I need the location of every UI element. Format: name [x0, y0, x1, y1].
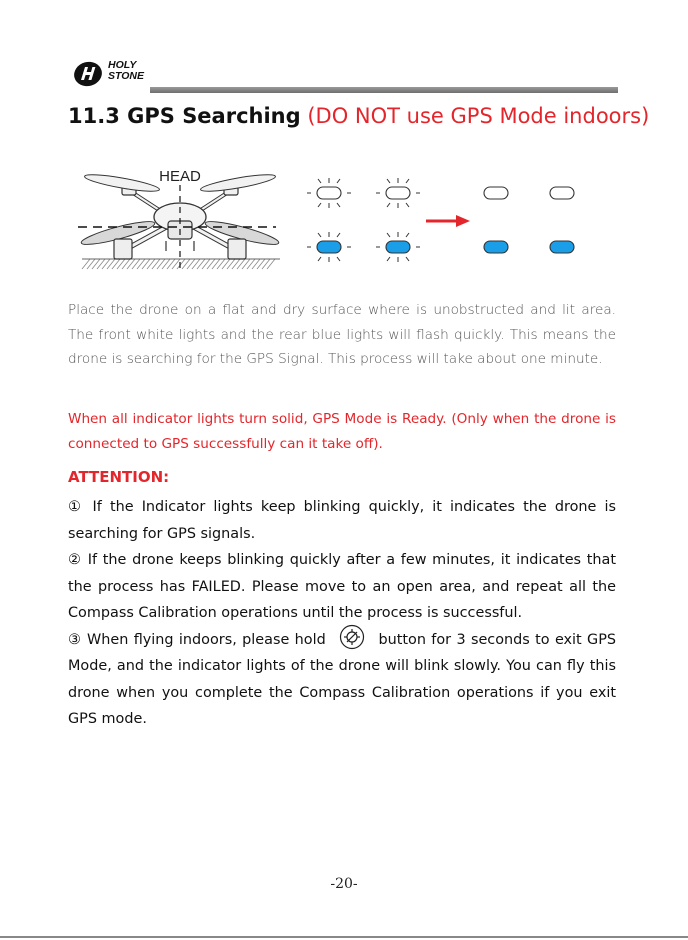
- section-title-main: 11.3 GPS Searching: [68, 104, 301, 128]
- head-label: HEAD: [159, 168, 201, 185]
- flashing-front-light-right: [376, 178, 420, 208]
- section-title: [68, 104, 649, 128]
- flashing-rear-light-right: [376, 232, 420, 262]
- holy-stone-logo: [72, 58, 152, 90]
- attention-list: [68, 494, 616, 733]
- gps-ready-paragraph: When all indicator lights turn solid, GPS Mode is Ready. (Only when the drone is connected to GPS successfully can it take off).: [68, 411, 616, 452]
- attention-item-3-part-a: ③ When flying indoors, please hold: [68, 631, 326, 648]
- flashing-rear-light-left: [307, 232, 351, 262]
- attention-item-3: [68, 627, 616, 733]
- right-arrow-icon: [426, 215, 470, 227]
- attention-item-3-part-b: button for 3 seconds to exit GPS Mode, and the indicator lights of the drone will blink slowly. You can fly this drone when you complete the Compass Calibration operations if you exit GPS mode.: [68, 631, 617, 727]
- section-title-warning: (DO NOT use GPS Mode indoors): [307, 104, 650, 128]
- logo-wordmark: [108, 60, 144, 82]
- attention-heading: ATTENTION:: [68, 468, 170, 486]
- gps-searching-illustration: [70, 155, 590, 280]
- solid-front-light-right: [550, 187, 574, 199]
- logo-line-1: HOLY: [108, 59, 137, 71]
- gps-toggle-button-icon: [339, 624, 365, 650]
- solid-front-light-left: [484, 187, 508, 199]
- footer-rule: [0, 936, 688, 938]
- solid-rear-light-left: [484, 241, 508, 253]
- solid-rear-light-right: [550, 241, 574, 253]
- page-number: -20-: [330, 876, 358, 892]
- flashing-front-light-left: [307, 178, 351, 208]
- attention-item-1: ① If the Indicator lights keep blinking quickly, it indicates the drone is searching for GPS signals.: [68, 499, 616, 542]
- instruction-paragraph: Place the drone on a flat and dry surface where is unobstructed and lit area. The front white lights and the rear blue lights will flash quickly. This means the drone is searching for the GPS Signal. This process will take about one minute.: [68, 302, 616, 367]
- header-rule: [150, 87, 618, 93]
- drone-illustration: [78, 171, 280, 271]
- attention-item-2: ② If the drone keeps blinking quickly after a few minutes, it indicates that the process has FAILED. Please move to an open area, and repeat all the Compass Calibration operations until the process is successful.: [68, 552, 616, 621]
- logo-emblem-icon: [72, 58, 108, 90]
- logo-line-2: STONE: [108, 70, 144, 82]
